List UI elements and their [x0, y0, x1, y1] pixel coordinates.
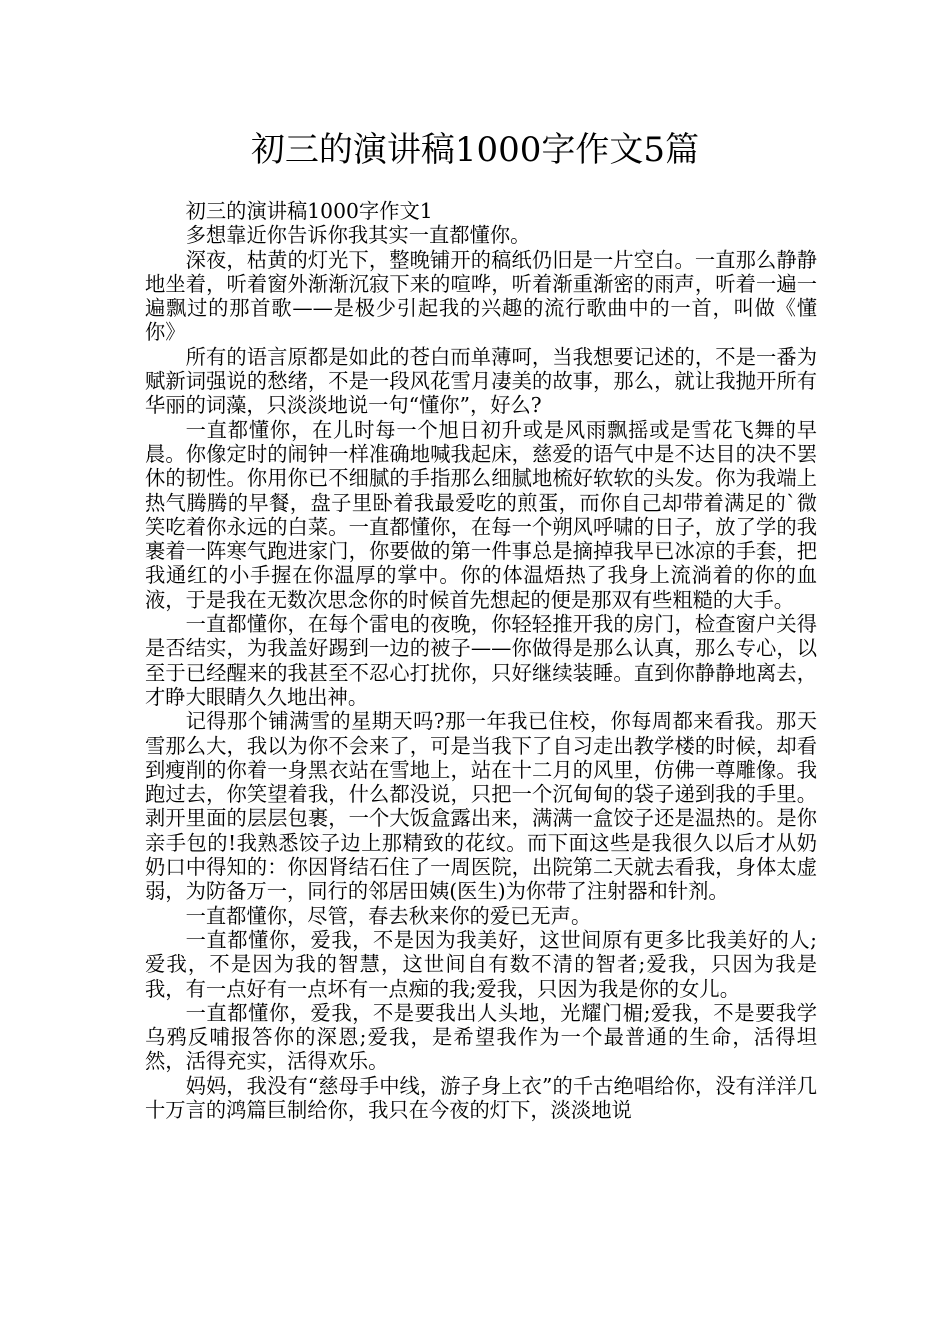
- paragraph: 一直都懂你，在儿时每一个旭日初升或是风雨飘摇或是雪花飞舞的早晨。你像定时的闹钟一样准确地喊我起床，慈爱的语气中是不达目的决不罢休的韧性。你用你已不细腻的手指那么细腻地梳好软软的头发。你为我端上热气腾腾的早餐，盘子里卧着我最爱吃的煎蛋，而你自己却带着满足的`微笑吃着你永远的白菜。一直都懂你，在每一个朔风呼啸的日子，放了学的我裹着一阵寒气跑进家门，你要做的第一件事总是摘掉我早已冰凉的手套，把我通红的小手握在你温厚的掌中。你的体温焐热了我身上流淌着的你的血液，于是我在无数次思念你的时候首先想起的便是那双有些粗糙的大手。: [145, 417, 817, 612]
- paragraph: 一直都懂你，爱我，不是因为我美好，这世间原有更多比我美好的人;爱我，不是因为我的智慧，这世间自有数不清的智者;爱我，只因为我是我，有一点好有一点坏有一点痴的我;爱我，只因为我是你的女儿。: [145, 927, 817, 1001]
- paragraph: 深夜，枯黄的灯光下，整晚铺开的稿纸仍旧是一片空白。一直那么静静地坐着，听着窗外渐渐沉寂下来的喧哗，听着渐重渐密的雨声，听着一遍一遍飘过的那首歌——是极少引起我的兴趣的流行歌曲中的一首，叫做《懂你》: [145, 247, 817, 345]
- paragraph: 多想靠近你告诉你我其实一直都懂你。: [185, 223, 531, 248]
- paragraph: 一直都懂你，在每个雷电的夜晚，你轻轻推开我的房门，检查窗户关得是否结实，为我盖好踢到一边的被子——你做得是那么认真，那么专心，以至于已经醒来的我甚至不忍心打扰你，只好继续装睡。直到你静静地离去，才睁大眼睛久久地出神。: [145, 612, 817, 709]
- paragraph: 一直都懂你，尽管，春去秋来你的爱已无声。: [185, 903, 592, 928]
- paragraph: 所有的语言原都是如此的苍白而单薄呵，当我想要记述的，不是一番为赋新词强说的愁绪，不是一段风花雪月凄美的故事，那么，就让我抛开所有华丽的词藻，只淡淡地说一句“懂你”，好么?: [145, 344, 817, 418]
- paragraph: 一直都懂你，爱我，不是要我出人头地，光耀门楣;爱我，不是要我学乌鸦反哺报答你的深恩;爱我，是希望我作为一个最普通的生命，活得坦然，活得充实，活得欢乐。: [145, 1000, 817, 1074]
- paragraph: 记得那个铺满雪的星期天吗?那一年我已住校，你每周都来看我。那天雪那么大，我以为你不会来了，可是当我下了自习走出教学楼的时候，却看到瘦削的你着一身黑衣站在雪地上，站在十二月的风里，仿佛一尊雕像。我跑过去，你笑望着我，什么都没说，只把一个沉甸甸的袋子递到我的手里。剥开里面的层层包裹，一个大饭盒露出来，满满一盒饺子还是温热的。是你亲手包的!我熟悉饺子边上那精致的花纹。而下面这些是我很久以后才从奶奶口中得知的：你因肾结石住了一周医院，出院第二天就去看我，身体太虚弱，为防备万一，同行的邻居田姨(医生)为你带了注射器和针剂。: [145, 709, 817, 904]
- section-heading: 初三的演讲稿1000字作文1: [185, 199, 433, 223]
- paragraph: 妈妈，我没有“慈母手中线，游子身上衣”的千古绝唱给你，没有洋洋几十万言的鸿篇巨制给你，我只在今夜的灯下，淡淡地说: [145, 1073, 817, 1122]
- document-title: 初三的演讲稿1000字作文5篇: [250, 130, 700, 170]
- document-body: [145, 199, 817, 1122]
